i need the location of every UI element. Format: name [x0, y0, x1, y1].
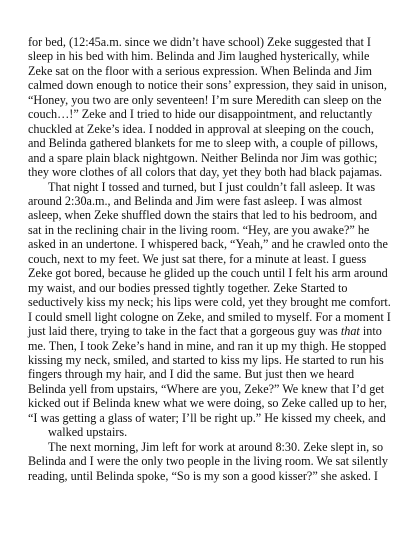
text-line: calmed down enough to notice their sons’ expression, they said in unison,: [28, 78, 387, 93]
emphasized-word: that: [340, 324, 360, 339]
text-line: walked upstairs.: [48, 425, 128, 440]
text-line: couch, next to my feet. We just sat there, for a minute at least. I guess: [28, 251, 367, 266]
text-line: sleep in his bed with him. Belinda and Jim laughed hysterically, while: [28, 49, 370, 64]
text-line: my waist, and our bodies pressed tightly together. Zeke Started to: [28, 280, 348, 295]
text-line: fingers through my hair, and I did the same. But just then we heard: [28, 367, 355, 382]
text-line: and Belinda gathered blankets for me to sleep with, a couple of pillows,: [28, 136, 378, 151]
text-line: chuckled at Zeke’s idea. I nodded in approval at sleeping on the couch,: [28, 121, 374, 136]
text-line: “Honey, you two are only seventeen! I’m sure Meredith can sleep on the: [28, 92, 382, 107]
text-line: reading, until Belinda spoke, “So is my son a good kisser?” she asked. I: [28, 468, 378, 483]
text-line: around 2:30a.m., and Belinda and Jim were fast asleep. I was almost: [28, 193, 363, 208]
text-line: “I was getting a glass of water; I’ll be right up.” He kissed my cheek, and: [28, 410, 386, 425]
text-line: Belinda yell from upstairs, “Where are you, Zeke?” We knew that I’d get: [28, 381, 385, 396]
text-line: sat in the reclining chair in the living room. “Hey, are you awake?” he: [28, 222, 370, 237]
text-line: couch…!” Zeke and I tried to hide our disappointment, and reluctantly: [28, 107, 373, 122]
text-line: kicked out if Belinda knew what we were doing, so Zeke called up to her,: [28, 396, 387, 411]
text-line: and a spare plain black nightgown. Neither Belinda nor Jim was gothic;: [28, 150, 378, 165]
text-run: into: [359, 324, 382, 339]
text-line: Zeke sat on the floor with a serious expression. When Belinda and Jim: [28, 63, 372, 78]
paragraph-start-line: That night I tossed and turned, but I just couldn’t fall asleep. It was: [48, 179, 376, 194]
document-body: [28, 35, 400, 483]
text-line: Zeke got bored, because he glided up the couch until I felt his arm around: [28, 266, 388, 281]
text-line: me. Then, I took Zeke’s hand in mine, and ran it up my thigh. He stopped: [28, 338, 387, 353]
text-run: just laid there, trying to take in the fact that a gorgeous guy was: [28, 324, 341, 339]
text-line: they wore clothes of all colors that day, yet they both had black pajamas.: [28, 165, 383, 180]
text-line-with-emphasis: [28, 324, 400, 338]
text-line: asked in an undertone. I whispered back, “Yeah,” and he crawled onto the: [28, 237, 388, 252]
text-line: for bed, (12:45a.m. since we didn’t have school) Zeke suggested that I: [28, 35, 371, 49]
paragraph-start-line: The next morning, Jim left for work at around 8:30. Zeke slept in, so: [48, 439, 384, 454]
text-line: seductively kiss my neck; his lips were cold, yet they brought me comfort.: [28, 295, 391, 310]
text-line: asleep, when Zeke shuffled down the stairs that led to his bedroom, and: [28, 208, 378, 223]
text-line: Belinda and I were the only two people in the living room. We sat silently: [28, 454, 388, 469]
text-line: kissing my neck, smiled, and started to kiss my lips. He started to run his: [28, 352, 384, 367]
text-line: I could smell light cologne on Zeke, and smiled to myself. For a moment I: [28, 309, 391, 324]
